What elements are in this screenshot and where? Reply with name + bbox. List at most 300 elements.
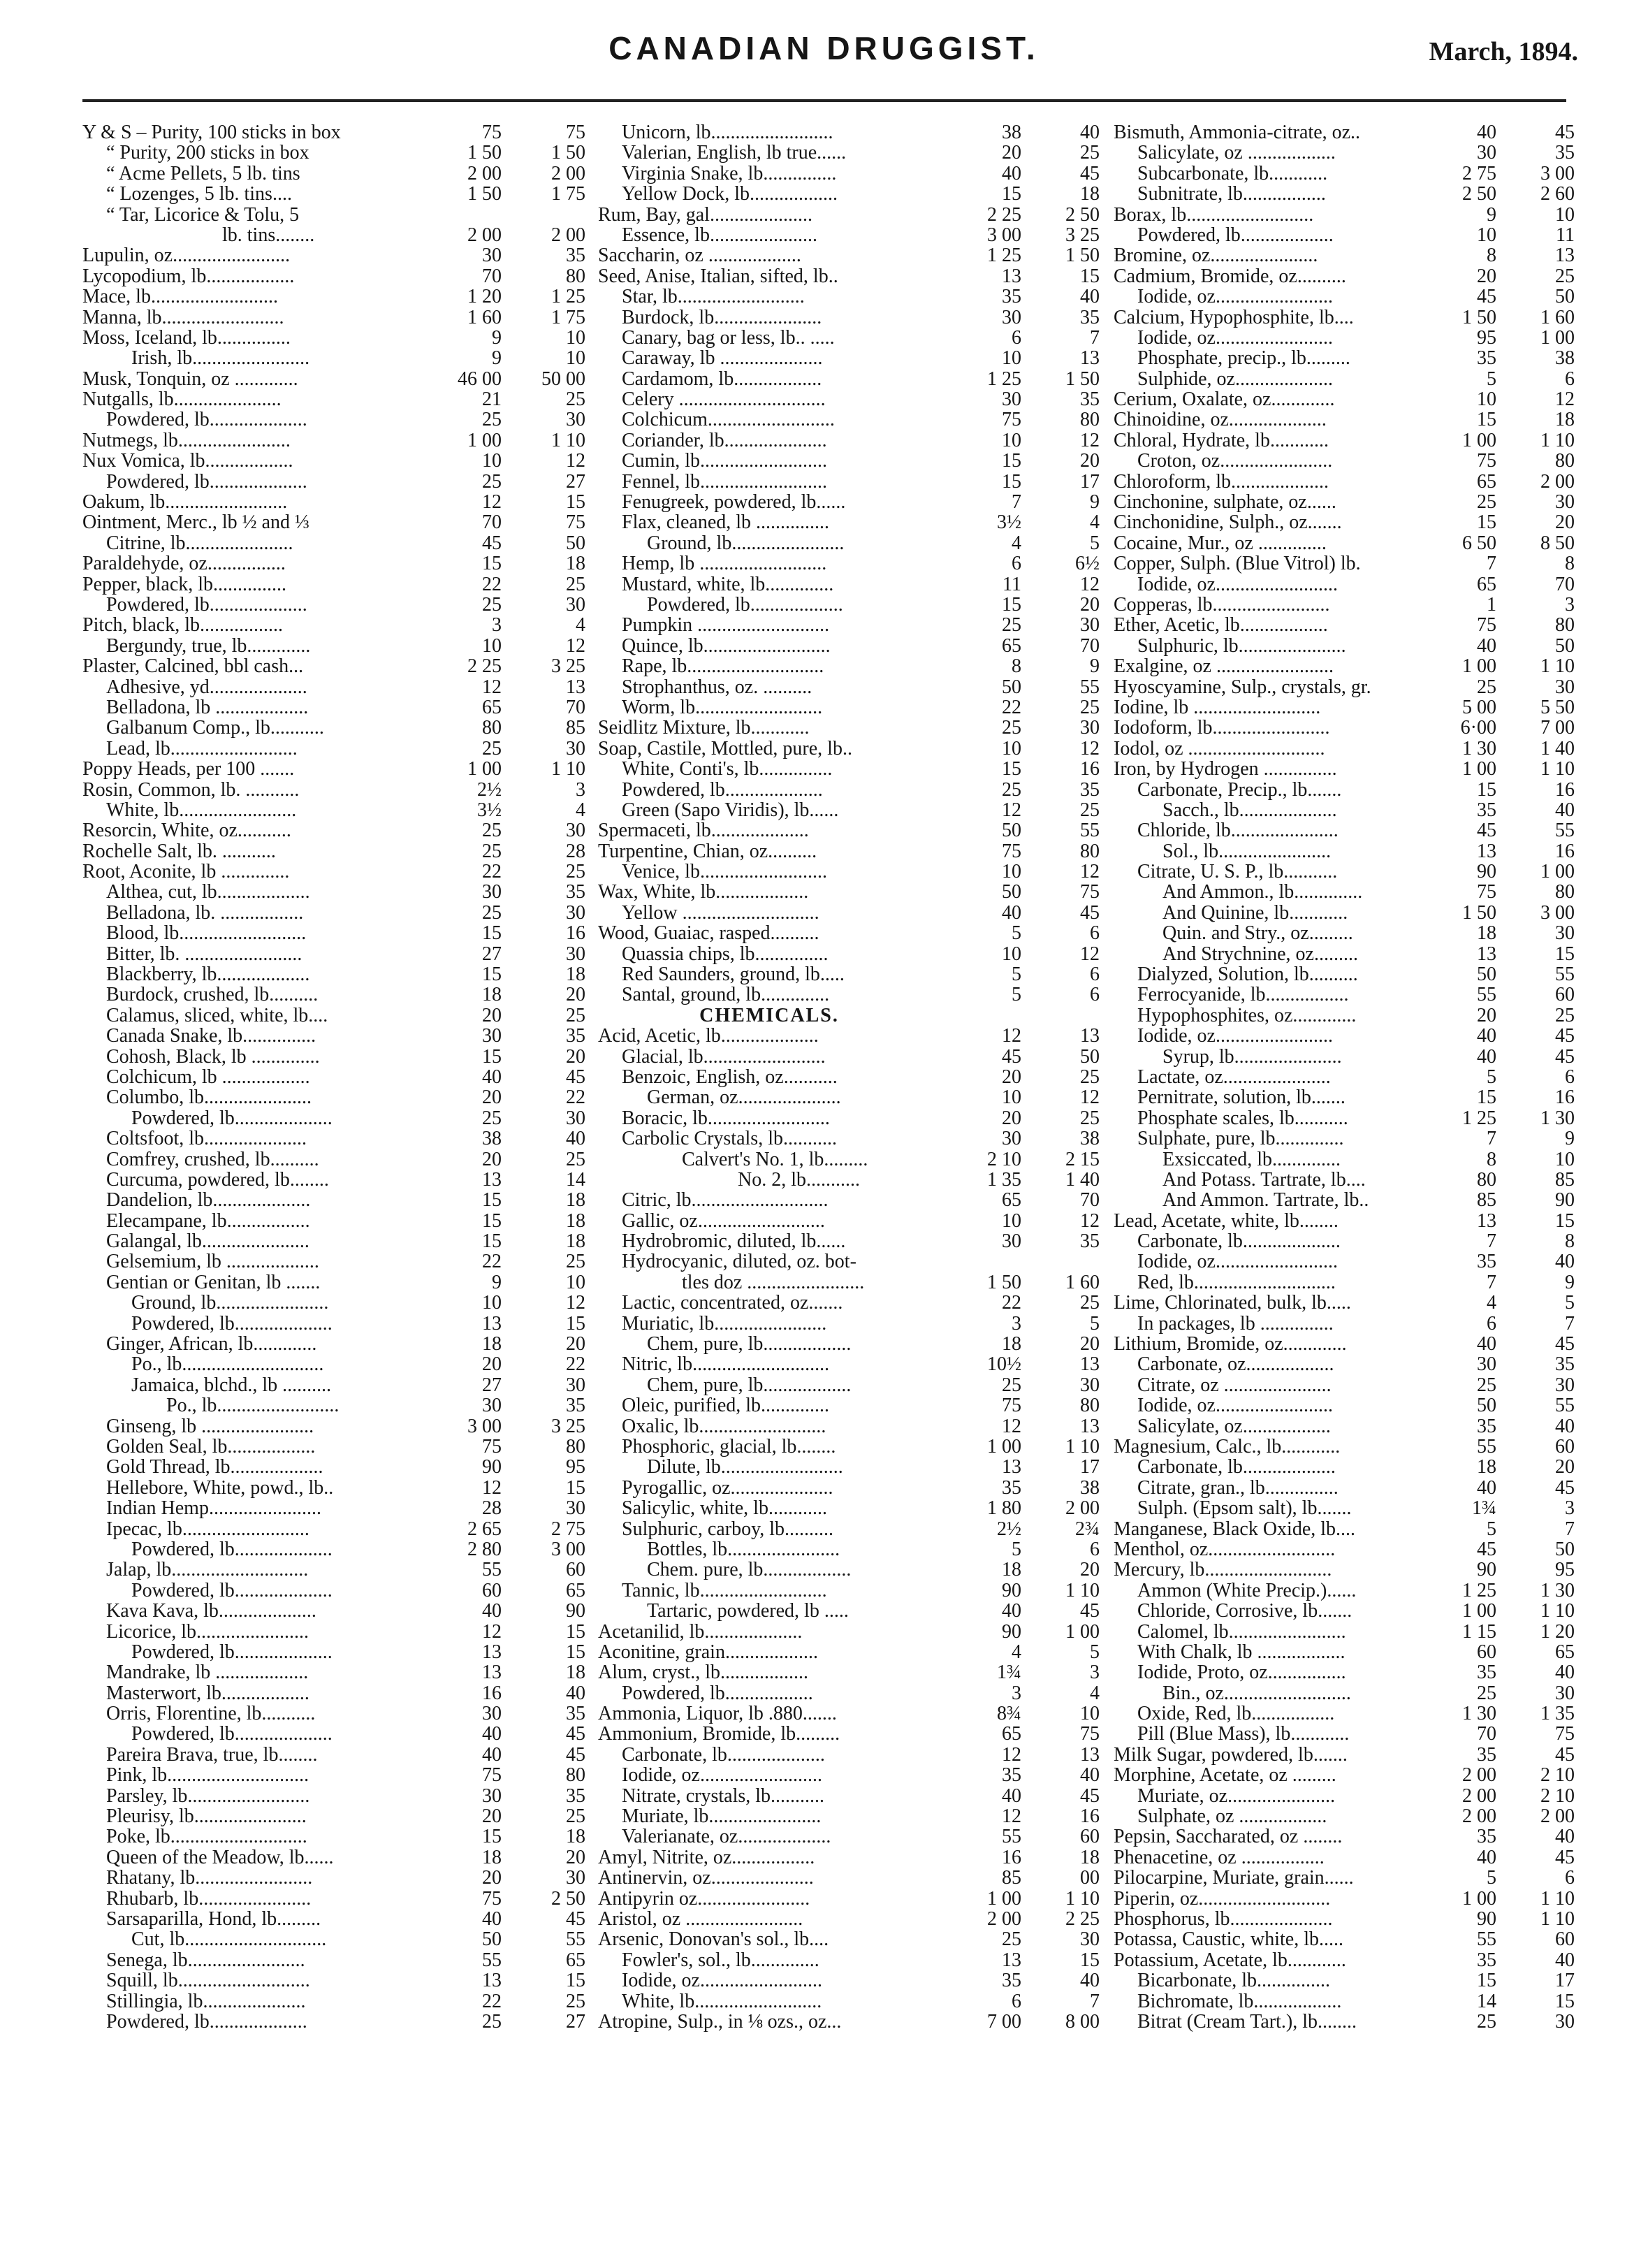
- item-name: Powdered, lb....................: [131, 1107, 333, 1129]
- item-name: Mace, lb..........................: [82, 286, 278, 307]
- price-low: 3: [1012, 1312, 1021, 1335]
- item-name: Rum, Bay, gal.....................: [598, 204, 812, 225]
- price-row: [82, 122, 585, 143]
- item-name: Rhatany, lb........................: [106, 1868, 313, 1889]
- price-low: 1 15: [1462, 1620, 1496, 1643]
- price-row: [82, 1272, 585, 1293]
- price-row: [598, 472, 1100, 492]
- price-low: 50: [1477, 964, 1496, 986]
- item-name: Calomel, lb........................: [1137, 1621, 1346, 1642]
- price-high: 1 10: [1065, 1436, 1100, 1458]
- item-name: Powdered, lb...................: [1137, 224, 1334, 246]
- price-high: 1 30: [1540, 1579, 1575, 1601]
- item-name: Antinervin, oz.....................: [598, 1868, 814, 1889]
- price-high: 1 60: [1540, 306, 1575, 328]
- price-row: [82, 1067, 585, 1087]
- price-high: 3 25: [1065, 224, 1100, 246]
- item-name: Burdock, crushed, lb..........: [106, 984, 319, 1005]
- price-row: [1114, 1457, 1575, 1477]
- price-high: 40: [1555, 1662, 1575, 1684]
- price-low: 5: [1487, 1518, 1496, 1540]
- price-high: 18: [566, 1209, 585, 1232]
- item-name: White, lb........................: [106, 799, 297, 821]
- price-low: 1 00: [1462, 655, 1496, 678]
- price-low: 20: [482, 1086, 502, 1109]
- price-row: [1114, 595, 1575, 615]
- price-high: 65: [566, 1579, 585, 1601]
- price-low: 5 00: [1462, 696, 1496, 718]
- price-row: [598, 1909, 1100, 1929]
- price-high: 9: [1090, 655, 1100, 678]
- item-name: Oxalic, lb..........................: [622, 1416, 826, 1437]
- price-row: [1114, 1683, 1575, 1703]
- price-row: [82, 903, 585, 923]
- item-name: Golden Seal, lb..................: [106, 1437, 316, 1458]
- item-name: Milk Sugar, powdered, lb.......: [1114, 1744, 1348, 1766]
- item-name: Croton, oz.......................: [1137, 451, 1333, 472]
- item-name: Pyrogallic, oz.....................: [622, 1477, 833, 1499]
- price-low: 18: [1002, 1333, 1021, 1355]
- price-high: 50: [566, 532, 585, 554]
- price-row: [82, 389, 585, 409]
- price-row: [598, 1478, 1100, 1498]
- item-name: And Potass. Tartrate, lb....: [1162, 1169, 1366, 1191]
- price-row: [598, 1108, 1100, 1128]
- price-row: [82, 512, 585, 532]
- price-row: [82, 409, 585, 430]
- item-name: Copper, Sulph. (Blue Vitrol) lb.: [1114, 553, 1361, 574]
- price-row: [598, 984, 1100, 1005]
- price-low: 30: [1002, 1230, 1021, 1253]
- price-low: 80: [482, 717, 502, 739]
- price-high: 25: [1080, 1292, 1100, 1314]
- price-low: 55: [482, 1559, 502, 1581]
- price-high: 20: [566, 1846, 585, 1868]
- price-low: 15: [1002, 450, 1021, 472]
- price-low: 20: [482, 1004, 502, 1026]
- item-name: Muriate, lb.......................: [622, 1806, 822, 1827]
- price-high: 40: [1080, 286, 1100, 308]
- price-low: 45: [1477, 820, 1496, 842]
- item-name: Althea, cut, lb...................: [106, 882, 310, 903]
- price-row: [1114, 1087, 1575, 1107]
- price-low: 50: [482, 1928, 502, 1951]
- price-high: 1 10: [1540, 1907, 1575, 1930]
- price-row: [82, 1519, 585, 1539]
- item-name: Licorice, lb.......................: [106, 1621, 309, 1642]
- item-name: Belladona, lb ...................: [106, 697, 309, 718]
- price-high: 75: [566, 122, 585, 143]
- price-high: 45: [566, 1907, 585, 1930]
- item-name: Indian Hemp.......................: [106, 1498, 321, 1519]
- item-name: Dilute, lb.........................: [647, 1457, 843, 1478]
- price-high: 45: [566, 1723, 585, 1745]
- price-low: 25: [482, 1107, 502, 1129]
- price-row: [82, 1395, 585, 1416]
- item-name: Fennel, lb..........................: [622, 471, 827, 493]
- price-high: 30: [566, 820, 585, 842]
- price-high: 75: [1555, 1723, 1575, 1745]
- item-name: Nutmegs, lb.......................: [82, 430, 291, 451]
- price-low: 28: [482, 1497, 502, 1520]
- price-high: 1 00: [1065, 1620, 1100, 1643]
- price-row: [1114, 492, 1575, 512]
- price-high: 1 00: [1540, 326, 1575, 349]
- price-high: 35: [1080, 388, 1100, 411]
- item-name: Strophanthus, oz. ..........: [622, 676, 812, 697]
- price-high: 20: [1080, 1333, 1100, 1355]
- item-name: Gelsemium, lb ...................: [106, 1251, 319, 1272]
- price-low: 15: [482, 553, 502, 575]
- price-low: 70: [482, 511, 502, 534]
- price-high: 80: [1080, 1395, 1100, 1417]
- price-low: 90: [1002, 1620, 1021, 1643]
- item-name: Borax, lb..........................: [1114, 204, 1314, 225]
- item-name: Carbonate, lb...................: [1137, 1457, 1336, 1478]
- price-low: 35: [1477, 1415, 1496, 1437]
- price-low: 3 00: [467, 1415, 502, 1437]
- price-low: 15: [1477, 1970, 1496, 1992]
- price-low: 12: [1002, 1805, 1021, 1828]
- item-name: Exsiccated, lb..............: [1162, 1149, 1341, 1170]
- price-low: 6 50: [1462, 532, 1496, 554]
- price-row: [82, 820, 585, 841]
- price-low: 15: [1002, 470, 1021, 493]
- price-high: 30: [566, 1497, 585, 1520]
- item-name: Antipyrin oz.......................: [598, 1888, 810, 1909]
- price-high: 20: [566, 1045, 585, 1068]
- price-high: 30: [1555, 676, 1575, 698]
- price-high: 55: [1080, 676, 1100, 698]
- price-low: 1 30: [1462, 1703, 1496, 1725]
- item-name: Chem, pure, lb..................: [647, 1334, 852, 1355]
- item-name: “ Acme Pellets, 5 lb. tins: [106, 163, 300, 184]
- price-low: 18: [482, 1333, 502, 1355]
- item-name: Syrup, lb......................: [1162, 1046, 1342, 1067]
- price-row: [82, 1991, 585, 2012]
- item-name: Powdered, lb....................: [131, 1724, 333, 1745]
- item-name: Chem. pure, lb..................: [647, 1560, 852, 1580]
- price-low: 5: [1012, 964, 1021, 986]
- price-high: 15: [1555, 943, 1575, 965]
- price-low: 15: [482, 922, 502, 945]
- price-row: [598, 964, 1100, 984]
- price-low: 7: [1487, 553, 1496, 575]
- item-name: Menthol, oz..........................: [1114, 1539, 1336, 1560]
- price-high: 15: [566, 1312, 585, 1335]
- price-high: 80: [1555, 881, 1575, 903]
- price-low: 40: [1002, 901, 1021, 924]
- price-high: 1 10: [1540, 1600, 1575, 1622]
- price-high: 80: [1080, 409, 1100, 431]
- price-high: 30: [1555, 491, 1575, 514]
- item-name: Bergundy, true, lb.............: [106, 635, 311, 657]
- price-row: [82, 1211, 585, 1231]
- price-row: [598, 1190, 1100, 1210]
- price-low: 65: [482, 696, 502, 718]
- item-name: Chloride, Corrosive, lb.......: [1137, 1601, 1352, 1622]
- price-high: 12: [1080, 943, 1100, 965]
- price-high: 45: [1555, 1025, 1575, 1047]
- price-low: 1 50: [1462, 901, 1496, 924]
- price-row: [82, 1662, 585, 1682]
- item-name: Belladona, lb. .................: [106, 902, 304, 924]
- price-row: [82, 1108, 585, 1128]
- item-name: Valerianate, oz...................: [622, 1826, 831, 1847]
- price-high: 12: [566, 1292, 585, 1314]
- price-high: 30: [1555, 2010, 1575, 2033]
- item-name: Oakum, lb.........................: [82, 492, 288, 513]
- item-name: Bitrat (Cream Tart.), lb........: [1137, 2011, 1357, 2033]
- price-row: [1114, 1724, 1575, 1744]
- price-low: 25: [1002, 778, 1021, 801]
- price-low: 12: [482, 491, 502, 514]
- price-low: 2 00: [1462, 1805, 1496, 1828]
- item-name: Iodide, oz........................: [1137, 286, 1333, 307]
- item-name: Ether, Acetic, lb..................: [1114, 615, 1328, 636]
- item-name: Wax, White, lb...................: [598, 882, 809, 903]
- price-high: 25: [566, 573, 585, 595]
- price-row: [598, 409, 1100, 430]
- item-name: Hydrocyanic, diluted, oz. bot-: [622, 1251, 856, 1272]
- item-name: Iodide, oz.........................: [1137, 574, 1338, 595]
- price-row: [82, 595, 585, 615]
- item-name: Carbonate, lb....................: [622, 1744, 825, 1766]
- price-row: [1114, 1026, 1575, 1046]
- price-high: 1 60: [1065, 1271, 1100, 1293]
- item-name: Powdered, lb....................: [622, 779, 823, 800]
- price-low: 1 00: [467, 758, 502, 780]
- price-high: 45: [1555, 122, 1575, 143]
- price-high: 2 50: [1065, 203, 1100, 226]
- price-row: [1114, 820, 1575, 841]
- price-high: 10: [1555, 203, 1575, 226]
- price-row: [1114, 923, 1575, 943]
- price-high: 9: [1090, 491, 1100, 514]
- price-row: [82, 1293, 585, 1313]
- price-row: [1114, 225, 1575, 245]
- price-row: [82, 307, 585, 328]
- price-low: 12: [482, 1620, 502, 1643]
- price-low: 25: [1002, 717, 1021, 739]
- price-low: 75: [1477, 450, 1496, 472]
- price-low: 30: [1002, 388, 1021, 411]
- price-low: 14: [1477, 1990, 1496, 2012]
- price-high: 30: [566, 593, 585, 616]
- price-row: [1114, 1272, 1575, 1293]
- price-high: 40: [1080, 1970, 1100, 1992]
- header-rule: [82, 99, 1566, 102]
- price-low: 30: [482, 1395, 502, 1417]
- price-low: 1 20: [467, 286, 502, 308]
- issue-date: March, 1894.: [1429, 37, 1578, 66]
- item-name: Hyoscyamine, Sulp., crystals, gr.: [1114, 676, 1371, 697]
- price-low: 21: [482, 388, 502, 411]
- price-low: 1 00: [987, 1436, 1021, 1458]
- price-low: 13: [482, 1662, 502, 1684]
- price-row: [598, 1786, 1100, 1806]
- price-row: [82, 553, 585, 574]
- price-row: [1114, 1909, 1575, 1929]
- price-row: [598, 1889, 1100, 1909]
- price-low: 16: [1002, 1846, 1021, 1868]
- price-high: 80: [566, 265, 585, 287]
- item-name: Essence, lb......................: [622, 224, 817, 246]
- price-row: [598, 1519, 1100, 1539]
- price-low: 60: [1477, 1641, 1496, 1663]
- price-high: 75: [1080, 881, 1100, 903]
- price-low: 8: [1487, 1148, 1496, 1170]
- price-row: [1114, 718, 1575, 738]
- price-low: 15: [1002, 183, 1021, 205]
- price-high: 60: [566, 1559, 585, 1581]
- price-row: [82, 143, 585, 163]
- price-row: [598, 1601, 1100, 1621]
- item-name: Oxide, Red, lb.................: [1137, 1703, 1335, 1724]
- price-high: 55: [1080, 820, 1100, 842]
- item-name: Elecampane, lb.................: [106, 1210, 310, 1232]
- price-low: 3 00: [987, 224, 1021, 246]
- price-high: 25: [566, 1805, 585, 1828]
- item-name: “ Purity, 200 sticks in box: [106, 143, 309, 163]
- price-low: 25: [482, 409, 502, 431]
- price-low: 65: [1002, 1723, 1021, 1745]
- price-high: 35: [1555, 142, 1575, 164]
- price-high: 3 00: [551, 1538, 585, 1560]
- price-high: 12: [1080, 429, 1100, 451]
- item-name: Oleic, purified, lb..............: [622, 1395, 830, 1416]
- item-name: Virginia Snake, lb...............: [622, 163, 837, 184]
- price-row: [598, 574, 1100, 595]
- price-high: 45: [1555, 1045, 1575, 1068]
- price-row: [82, 964, 585, 984]
- item-name: Blood, lb..........................: [106, 923, 307, 944]
- price-row: [598, 1231, 1100, 1251]
- item-name: Moss, Iceland, lb...............: [82, 327, 291, 349]
- price-low: 13: [1002, 1949, 1021, 1971]
- price-row: [82, 615, 585, 635]
- price-low: 6: [1012, 1990, 1021, 2012]
- item-name: Iodide, oz........................: [1137, 327, 1333, 349]
- item-name: Lithium, Bromide, oz.............: [1114, 1334, 1347, 1355]
- price-row: [82, 1642, 585, 1662]
- item-name: Carbonate, lb....................: [1137, 1231, 1341, 1252]
- price-row: [82, 1806, 585, 1826]
- price-row: [82, 1026, 585, 1046]
- price-high: 14: [566, 1168, 585, 1191]
- price-high: 35: [1555, 1353, 1575, 1376]
- item-name: Salicylic, white, lb............: [622, 1498, 827, 1519]
- price-row: [598, 677, 1100, 697]
- price-high: 7: [1565, 1518, 1575, 1540]
- price-high: 70: [1080, 634, 1100, 657]
- item-name: Cinchonidine, Sulph., oz.......: [1114, 512, 1342, 533]
- item-name: Lead, Acetate, white, lb........: [1114, 1210, 1339, 1232]
- price-low: 40: [1477, 1025, 1496, 1047]
- item-name: Mercury, lb..........................: [1114, 1560, 1332, 1580]
- price-row: [1114, 984, 1575, 1005]
- price-row: [598, 163, 1100, 184]
- price-row: [82, 759, 585, 779]
- price-high: 20: [566, 984, 585, 1006]
- price-high: 50: [1555, 286, 1575, 308]
- item-name: Mandrake, lb ...................: [106, 1662, 309, 1683]
- price-low: 1: [1487, 593, 1496, 616]
- price-low: 30: [482, 1025, 502, 1047]
- price-row: [82, 1457, 585, 1477]
- item-name: Jalap, lb............................: [106, 1560, 309, 1580]
- price-row: [598, 1375, 1100, 1395]
- item-name: Atropine, Sulp., in ⅛ ozs., oz...: [598, 2011, 842, 2033]
- price-low: 30: [482, 1784, 502, 1807]
- price-row: [1114, 553, 1575, 574]
- price-high: 30: [1080, 1928, 1100, 1951]
- price-low: 55: [1477, 1928, 1496, 1951]
- price-high: 27: [566, 470, 585, 493]
- price-low: 1 50: [1462, 306, 1496, 328]
- price-row: [82, 984, 585, 1005]
- price-low: 5: [1012, 984, 1021, 1006]
- price-column-1: [82, 122, 585, 2032]
- item-name: Celery ..............................: [622, 389, 826, 410]
- price-high: 6: [1090, 964, 1100, 986]
- price-high: 3: [1090, 1662, 1100, 1684]
- item-name: Powdered, lb....................: [131, 1580, 333, 1601]
- item-name: Root, Aconite, lb ..............: [82, 862, 290, 882]
- price-high: 12: [1080, 737, 1100, 759]
- price-low: 2 25: [467, 655, 502, 678]
- price-low: 40: [1002, 162, 1021, 184]
- price-high: 45: [1080, 901, 1100, 924]
- price-row: [598, 1498, 1100, 1518]
- price-row: [82, 205, 585, 225]
- price-high: 6: [1565, 368, 1575, 390]
- price-low: 22: [1002, 1292, 1021, 1314]
- price-row: [598, 1642, 1100, 1662]
- price-row: [82, 163, 585, 184]
- price-low: 85: [1002, 1867, 1021, 1889]
- price-low: 13: [1002, 265, 1021, 287]
- item-name: Powdered, lb....................: [106, 2011, 307, 2033]
- price-low: 85: [1477, 1189, 1496, 1212]
- price-low: 3½: [477, 799, 502, 821]
- price-low: 90: [1002, 1579, 1021, 1601]
- price-row: [82, 492, 585, 512]
- item-name: Hemp, lb ..........................: [622, 553, 827, 574]
- price-high: 25: [1555, 1004, 1575, 1026]
- price-row: [1114, 348, 1575, 368]
- price-high: 30: [566, 943, 585, 965]
- price-low: 50: [1002, 820, 1021, 842]
- price-low: 4: [1012, 532, 1021, 554]
- price-row: [1114, 903, 1575, 923]
- price-high: 27: [566, 2010, 585, 2033]
- price-row: [1114, 1662, 1575, 1682]
- price-row: [82, 1149, 585, 1170]
- price-row: [1114, 964, 1575, 984]
- price-row: [1114, 882, 1575, 902]
- price-high: 25: [566, 1004, 585, 1026]
- price-row: [1114, 430, 1575, 451]
- price-low: 20: [482, 1148, 502, 1170]
- price-row: [82, 1909, 585, 1929]
- price-high: 7: [1090, 326, 1100, 349]
- item-name: Lead, lb..........................: [106, 738, 298, 759]
- price-row: [82, 1601, 585, 1621]
- price-row: [1114, 1745, 1575, 1765]
- price-low: 40: [1002, 1784, 1021, 1807]
- price-low: 8¾: [997, 1703, 1021, 1725]
